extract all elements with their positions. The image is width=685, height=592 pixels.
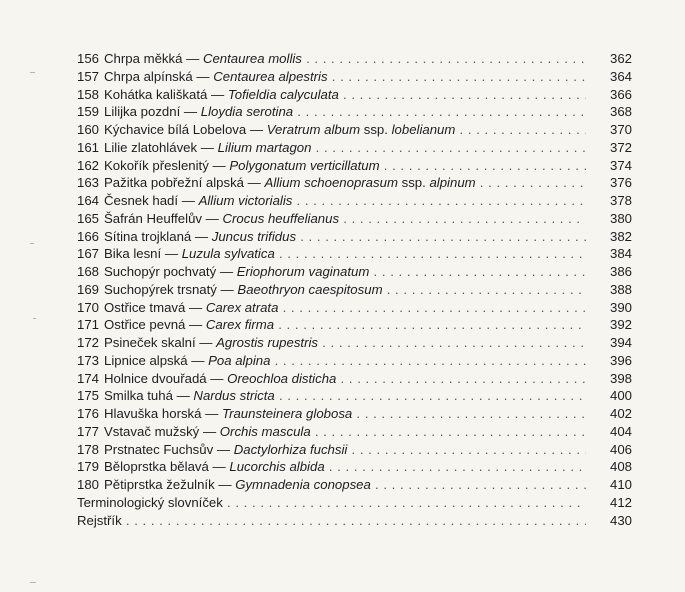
page-number: 404 — [592, 423, 632, 441]
czech-name: Pětiprstka žežulník — [104, 477, 215, 492]
czech-name: Kýchavice bílá Lobelova — [104, 122, 247, 137]
entry-number: 180 — [77, 477, 100, 492]
latin-name: Gymnadenia conopsea — [235, 477, 371, 492]
czech-name: Bika lesní — [104, 246, 162, 262]
latin-name: Juncus trifidus — [211, 228, 297, 244]
toc-entry — [77, 228, 632, 246]
page-number: 378 — [592, 192, 632, 210]
latin-name: Lilium martagon — [217, 139, 312, 155]
page-number: 392 — [592, 316, 632, 334]
toc-entry-title — [77, 299, 586, 317]
separator-dash: — — [191, 228, 212, 244]
separator-dash: — — [192, 68, 214, 84]
czech-name: Chrpa měkká — [104, 51, 183, 66]
toc-entry-title — [77, 370, 586, 388]
latin-name: Centaurea mollis — [202, 51, 302, 66]
separator-dash: — — [180, 104, 201, 120]
latin-name: Luzula sylvatica — [181, 246, 275, 262]
toc-entry-title — [77, 441, 586, 459]
czech-name: Česnek hadí — [104, 193, 179, 208]
toc-entry — [77, 352, 632, 370]
page-number: 368 — [592, 103, 632, 121]
separator-dash: — — [216, 264, 237, 279]
separator-dash: — — [244, 175, 265, 191]
latin-name: Nardus stricta — [193, 388, 275, 404]
toc-entry-title — [77, 512, 586, 530]
czech-name: Šafrán Heuffelův — [104, 210, 202, 226]
scan-mark — [30, 582, 36, 583]
page-number: 380 — [592, 210, 632, 228]
toc-entry — [77, 245, 632, 263]
czech-name: Chrpa alpínská — [104, 68, 193, 84]
toc-entry-title — [77, 228, 586, 246]
page-number: 388 — [592, 281, 632, 299]
entry-number: 175 — [77, 388, 100, 404]
toc-entry — [77, 316, 632, 334]
toc-entry-title — [77, 281, 586, 299]
latin-name: Poa alpina — [208, 352, 271, 368]
scan-mark — [30, 72, 35, 73]
page-number: 390 — [592, 299, 632, 317]
czech-name: Lilie zlatohlávek — [104, 139, 198, 155]
separator-dash: — — [161, 246, 182, 262]
scan-mark — [30, 243, 34, 244]
latin-name: Agrostis rupestris — [216, 335, 319, 350]
separator-dash: — — [213, 441, 234, 457]
toc-entry-title — [77, 121, 586, 139]
czech-name: Lipnice alpská — [104, 352, 188, 368]
latin-name: Allium victorialis — [198, 193, 293, 208]
separator-dash: — — [214, 477, 236, 492]
subspecies-abbrev: ssp. — [360, 122, 392, 137]
czech-name: Ostřice tmavá — [104, 299, 186, 315]
toc-entry — [77, 103, 632, 121]
toc-entry — [77, 68, 632, 86]
entry-number: 159 — [77, 104, 100, 120]
toc-entry — [77, 334, 632, 352]
toc-entry — [77, 86, 632, 104]
page-number: 398 — [592, 370, 632, 388]
toc-entry-title — [77, 316, 586, 334]
separator-dash: — — [187, 352, 209, 368]
latin-name: Orchis mascula — [219, 423, 311, 439]
czech-name: Terminologický slovníček — [77, 494, 223, 510]
entry-number: 172 — [77, 335, 100, 350]
latin-name: Oreochloa disticha — [227, 370, 337, 386]
latin-name: Traunsteinera globosa — [222, 406, 353, 421]
czech-name: Smilka tuhá — [104, 388, 173, 404]
czech-name: Běloprstka bělavá — [104, 459, 209, 475]
page-number: 372 — [592, 139, 632, 157]
toc-entry-title — [77, 174, 586, 192]
toc-entry-title — [77, 458, 586, 476]
entry-number: 156 — [77, 51, 100, 66]
separator-dash: — — [216, 281, 238, 297]
page-number: 430 — [592, 512, 632, 530]
toc-entry — [77, 174, 632, 192]
separator-dash: — — [172, 388, 194, 404]
page-number: 384 — [592, 245, 632, 263]
toc-entry — [77, 263, 632, 281]
entry-number: 165 — [77, 210, 100, 226]
separator-dash: — — [195, 335, 217, 350]
czech-name: Psineček skalní — [104, 335, 196, 350]
page-number: 406 — [592, 441, 632, 459]
toc-entry-title — [77, 334, 586, 352]
page-number: 370 — [592, 121, 632, 139]
separator-dash: — — [202, 210, 223, 226]
latin-subspecies: lobelianum — [391, 122, 456, 137]
page-number: 362 — [592, 50, 632, 68]
toc-entry — [77, 50, 632, 68]
latin-name: Centaurea alpestris — [213, 68, 328, 84]
toc-entry — [77, 192, 632, 210]
entry-number: 174 — [77, 370, 100, 386]
toc-entry-title — [77, 68, 586, 86]
page-number: 396 — [592, 352, 632, 370]
page-number: 386 — [592, 263, 632, 281]
entry-number: 158 — [77, 86, 100, 102]
separator-dash: — — [199, 423, 220, 439]
toc-entry-title — [77, 245, 586, 263]
toc-entry-title — [77, 405, 586, 423]
toc-entry — [77, 405, 632, 423]
toc-entry-title — [77, 192, 586, 210]
entry-number: 176 — [77, 406, 100, 421]
latin-name: Dactylorhiza fuchsii — [233, 441, 348, 457]
latin-name: Eriophorum vaginatum — [236, 264, 370, 279]
toc-entry — [77, 494, 632, 512]
toc-entry-title — [77, 86, 586, 104]
separator-dash: — — [201, 406, 222, 421]
separator-dash: — — [197, 139, 218, 155]
separator-dash: — — [206, 370, 228, 386]
toc-entry — [77, 139, 632, 157]
toc-entry — [77, 512, 632, 530]
toc-entry-title — [77, 210, 586, 228]
czech-name: Lilijka pozdní — [104, 104, 181, 120]
page-number: 366 — [592, 86, 632, 104]
latin-name: Polygonatum verticillatum — [229, 157, 380, 173]
toc-entry — [77, 281, 632, 299]
czech-name: Vstavač mužský — [104, 423, 200, 439]
entry-number: 157 — [77, 68, 100, 84]
czech-name: Kohátka kališkatá — [104, 86, 208, 102]
toc-entry — [77, 210, 632, 228]
toc-entry — [77, 423, 632, 441]
toc-entry-title — [77, 157, 586, 175]
page-number: 376 — [592, 174, 632, 192]
latin-name: Lucorchis albida — [229, 459, 325, 475]
page-number: 412 — [592, 494, 632, 512]
czech-name: Pažitka pobřežní alpská — [104, 175, 245, 191]
latin-name: Veratrum album — [266, 122, 361, 137]
toc-entry — [77, 121, 632, 139]
czech-name: Prstnatec Fuchsův — [104, 441, 214, 457]
page-number: 408 — [592, 458, 632, 476]
latin-name: Crocus heuffelianus — [222, 210, 340, 226]
entry-number: 178 — [77, 441, 100, 457]
toc-entry-title — [77, 423, 586, 441]
toc-entry — [77, 476, 632, 494]
czech-name: Suchopýr pochvatý — [104, 264, 217, 279]
entry-number: 177 — [77, 423, 100, 439]
latin-subspecies: alpinum — [429, 175, 476, 191]
entry-number: 173 — [77, 352, 100, 368]
czech-name: Holnice dvouřadá — [104, 370, 207, 386]
separator-dash: — — [207, 86, 228, 102]
entry-number: 161 — [77, 139, 100, 155]
latin-name: Baeothryon caespitosum — [237, 281, 383, 297]
entry-number: 169 — [77, 281, 100, 297]
page-number: 394 — [592, 334, 632, 352]
table-of-contents — [77, 50, 632, 529]
separator-dash: — — [246, 122, 267, 137]
entry-number: 160 — [77, 122, 100, 137]
toc-entry-title — [77, 387, 586, 405]
toc-entry-title — [77, 476, 586, 494]
page-number: 374 — [592, 157, 632, 175]
toc-entry-title — [77, 50, 586, 68]
latin-name: Allium schoenoprasum — [264, 175, 398, 191]
toc-entry — [77, 370, 632, 388]
toc-entry — [77, 458, 632, 476]
toc-entry — [77, 387, 632, 405]
latin-name: Tofieldia calyculata — [227, 86, 339, 102]
entry-number: 163 — [77, 175, 100, 191]
entry-number: 170 — [77, 299, 100, 315]
entry-number: 166 — [77, 228, 100, 244]
toc-entry — [77, 441, 632, 459]
page-number: 402 — [592, 405, 632, 423]
page-number: 400 — [592, 387, 632, 405]
page-number: 410 — [592, 476, 632, 494]
page-number: 382 — [592, 228, 632, 246]
toc-entry — [77, 157, 632, 175]
entry-number: 171 — [77, 317, 100, 333]
separator-dash: — — [208, 459, 230, 475]
toc-entry-title — [77, 139, 586, 157]
czech-name: Hlavuška horská — [104, 406, 202, 421]
subspecies-abbrev: ssp. — [397, 175, 430, 191]
toc-entry-title — [77, 494, 586, 512]
toc-entry-title — [77, 352, 586, 370]
entry-number: 164 — [77, 193, 100, 208]
toc-entry — [77, 299, 632, 317]
latin-name: Carex atrata — [205, 299, 279, 315]
separator-dash: — — [182, 51, 203, 66]
separator-dash: — — [185, 299, 206, 315]
latin-name: Lloydia serotina — [200, 104, 294, 120]
separator-dash: — — [185, 317, 206, 333]
czech-name: Suchopýrek trsnatý — [104, 281, 217, 297]
scan-mark — [33, 318, 36, 319]
toc-entry-title — [77, 103, 586, 121]
entry-number: 168 — [77, 264, 100, 279]
entry-number: 179 — [77, 459, 100, 475]
czech-name: Rejstřík — [77, 512, 122, 528]
latin-name: Carex firma — [205, 317, 275, 333]
toc-entry-title — [77, 263, 586, 281]
czech-name: Sítina trojklaná — [104, 228, 192, 244]
page-number: 364 — [592, 68, 632, 86]
entry-number: 167 — [77, 246, 100, 262]
czech-name: Kokořík přeslenitý — [104, 157, 209, 173]
entry-number: 162 — [77, 157, 100, 173]
separator-dash: — — [178, 193, 199, 208]
separator-dash: — — [208, 157, 230, 173]
czech-name: Ostřice pevná — [104, 317, 186, 333]
